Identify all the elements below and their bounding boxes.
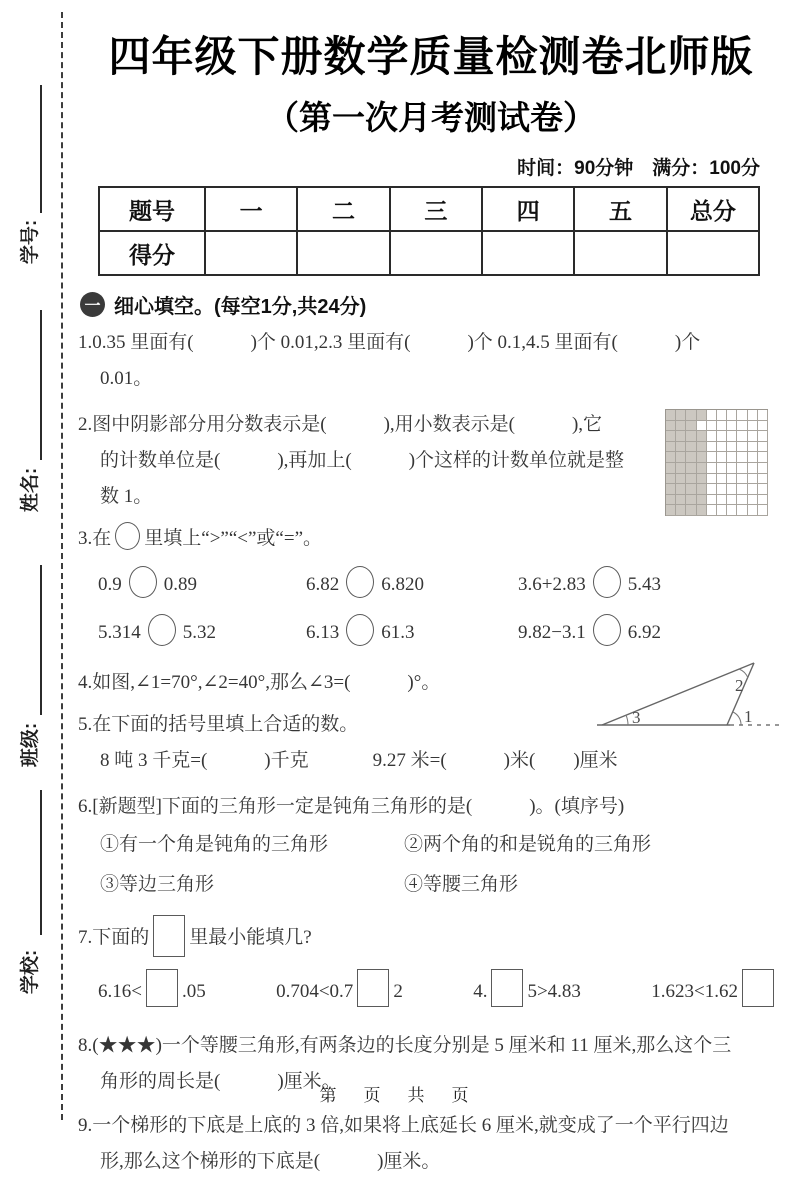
grid-cell — [758, 463, 768, 474]
margin-writing-line-student-id — [40, 85, 42, 213]
grid-cell — [666, 431, 676, 442]
answer-box — [146, 969, 178, 1007]
score-table — [98, 186, 760, 276]
angle-3-label: 3 — [632, 708, 641, 727]
grid-cell — [686, 474, 696, 485]
grid-cell — [676, 431, 686, 442]
score-header-cell: 五 — [574, 187, 666, 231]
grid-cell — [748, 442, 758, 453]
grid-cell — [666, 495, 676, 506]
section-one-header — [80, 290, 784, 319]
grid-cell — [666, 442, 676, 453]
score-table-score-row — [99, 231, 759, 275]
question-8-line-2: 角形的周长是( )厘米。 — [100, 1071, 341, 1092]
question-7-item: 1.623<1.62 — [651, 969, 778, 1014]
grid-cell — [748, 421, 758, 432]
grid-cell — [737, 474, 747, 485]
comparison-circle — [129, 566, 157, 598]
grid-cell — [727, 484, 737, 495]
answer-box — [153, 915, 185, 957]
question-7-item: 0.704<0.7 2 — [276, 969, 403, 1014]
grid-cell — [707, 484, 717, 495]
score-header-cell: 总分 — [667, 187, 759, 231]
question-8-line-1: 8.(★★★)一个等腰三角形,有两条边的长度分别是 5 厘米和 11 厘米,那么这个三 — [78, 1035, 732, 1056]
grid-cell — [737, 484, 747, 495]
grid-cell — [748, 474, 758, 485]
grid-cell — [758, 431, 768, 442]
grid-cell — [666, 474, 676, 485]
score-header-cell: 一 — [205, 187, 297, 231]
section-one-title: 细心填空。(每空1分,共24分) — [114, 296, 367, 318]
grid-cell — [727, 463, 737, 474]
grid-cell — [727, 452, 737, 463]
question-2 — [78, 407, 784, 515]
comparison-item: 3.6+2.83 5.43 — [518, 565, 784, 605]
margin-dashed-separator — [61, 12, 63, 1120]
grid-cell — [758, 474, 768, 485]
grid-cell — [758, 452, 768, 463]
grid-cell — [707, 431, 717, 442]
score-header-cell: 四 — [482, 187, 574, 231]
grid-cell — [666, 410, 676, 421]
score-cell-empty — [574, 231, 666, 275]
page-subtitle: （第一次月考测试卷） — [266, 99, 596, 136]
margin-writing-line-class — [40, 565, 42, 715]
grid-cell — [717, 410, 727, 421]
grid-cell — [707, 505, 717, 516]
grid-cell — [758, 410, 768, 421]
grid-cell — [707, 421, 717, 432]
comparison-circle — [346, 566, 374, 598]
grid-cell — [737, 495, 747, 506]
comparison-item: 6.82 6.820 — [306, 565, 518, 605]
question-2-line-1: 2.图中阴影部分用分数表示是( ),用小数表示是( ),它 — [78, 414, 603, 435]
grid-cell — [748, 484, 758, 495]
question-6-option-4: ④等腰三角形 — [404, 874, 519, 895]
comparison-item: 9.82−3.1 6.92 — [518, 613, 784, 653]
angle-2-label: 2 — [735, 676, 744, 695]
question-7 — [78, 915, 784, 1014]
grid-cell — [676, 421, 686, 432]
grid-cell — [697, 442, 707, 453]
question-3 — [78, 521, 784, 653]
grid-cell — [748, 431, 758, 442]
grid-cell — [748, 463, 758, 474]
grid-cell — [717, 452, 727, 463]
grid-cell — [686, 421, 696, 432]
grid-cell — [707, 442, 717, 453]
comparison-item: 0.9 0.89 — [98, 565, 306, 605]
question-5-line-1: 5.在下面的括号里填上合适的数。 — [78, 714, 359, 735]
margin-label-student-id: 学号: — [20, 219, 41, 265]
grid-cell — [717, 431, 727, 442]
grid-cell — [676, 452, 686, 463]
comparison-grid — [78, 565, 784, 653]
comparison-item: 6.13 61.3 — [306, 613, 518, 653]
angle-1-label: 1 — [744, 707, 753, 726]
question-9-line-2: 形,那么这个梯形的下底是( )厘米。 — [100, 1151, 441, 1172]
grid-cell — [686, 495, 696, 506]
grid-cell — [697, 505, 707, 516]
grid-cell — [676, 505, 686, 516]
blank-circle — [115, 522, 140, 550]
answer-box — [357, 969, 389, 1007]
section-one-badge: 一 — [80, 292, 105, 317]
question-7-items — [78, 969, 784, 1014]
triangle-figure — [594, 657, 784, 735]
score-cell-empty — [205, 231, 297, 275]
grid-cell — [748, 505, 758, 516]
question-9-line-1: 9.一个梯形的下底是上底的 3 倍,如果将上底延长 6 厘米,就变成了一个平行四边 — [78, 1115, 729, 1136]
grid-cell — [737, 442, 747, 453]
score-cell-empty — [390, 231, 482, 275]
question-4-5-block — [78, 665, 784, 779]
grid-cell — [697, 474, 707, 485]
grid-cell — [686, 431, 696, 442]
grid-cell — [717, 495, 727, 506]
score-header-cell: 三 — [390, 187, 482, 231]
grid-cell — [686, 452, 696, 463]
answer-box — [491, 969, 523, 1007]
comparison-circle — [346, 614, 374, 646]
grid-cell — [737, 421, 747, 432]
page-footer: 第 页 共 页 — [319, 1086, 474, 1105]
grid-cell — [697, 484, 707, 495]
grid-cell — [758, 495, 768, 506]
margin-label-school: 学校: — [20, 949, 41, 995]
grid-cell — [737, 431, 747, 442]
grid-cell — [758, 421, 768, 432]
question-6 — [78, 789, 784, 903]
grid-cell — [666, 452, 676, 463]
score-header-cell: 题号 — [99, 187, 205, 231]
grid-cell — [697, 431, 707, 442]
question-2-line-3: 数 1。 — [100, 486, 153, 507]
margin-writing-line-name — [40, 310, 42, 460]
question-6-option-2: ②两个角的和是锐角的三角形 — [404, 834, 652, 855]
question-6-option-3: ③等边三角形 — [100, 874, 215, 895]
question-6-options — [78, 827, 784, 903]
grid-cell — [697, 421, 707, 432]
comparison-circle — [148, 614, 176, 646]
answer-box — [742, 969, 774, 1007]
question-5-items — [78, 743, 784, 779]
question-7-item: 6.16< .05 — [98, 969, 206, 1014]
question-7-intro: 7.下面的 里最小能填几? — [78, 915, 784, 957]
grid-cell — [676, 463, 686, 474]
question-1-line-2: 0.01。 — [100, 368, 153, 389]
grid-cell — [737, 505, 747, 516]
margin-label-class: 班级: — [20, 722, 41, 768]
question-1 — [78, 325, 784, 397]
question-5-item-2: 9.27 米=( )米( )厘米 — [372, 750, 618, 771]
grid-cell — [748, 410, 758, 421]
question-1-line-1: 1.0.35 里面有( )个 0.01,2.3 里面有( )个 0.1,4.5 里面有( )个 — [78, 332, 701, 353]
comparison-circle — [593, 614, 621, 646]
grid-cell — [737, 410, 747, 421]
grid-cell — [717, 463, 727, 474]
grid-cell — [707, 463, 717, 474]
grid-cell — [697, 495, 707, 506]
question-3-intro: 3.在 里填上“>”“<”或“=”。 — [78, 521, 784, 557]
grid-cell — [676, 410, 686, 421]
question-2-line-2: 的计数单位是( ),再加上( )个这样的计数单位就是整 — [100, 450, 625, 471]
grid-cell — [697, 410, 707, 421]
grid-cell — [717, 484, 727, 495]
question-6-option-1: ①有一个角是钝角的三角形 — [100, 834, 329, 855]
grid-cell — [737, 452, 747, 463]
fraction-grid — [665, 409, 768, 516]
grid-cell — [727, 410, 737, 421]
grid-cell — [758, 505, 768, 516]
grid-cell — [666, 463, 676, 474]
comparison-circle — [593, 566, 621, 598]
grid-cell — [758, 442, 768, 453]
question-6-line-1: 6.[新题型]下面的三角形一定是钝角三角形的是( )。(填序号) — [78, 796, 625, 817]
page-title: 四年级下册数学质量检测卷北师版 — [108, 33, 754, 80]
score-table-header-row — [99, 187, 759, 231]
margin-writing-line-school — [40, 790, 42, 935]
grid-cell — [717, 474, 727, 485]
grid-cell — [727, 431, 737, 442]
grid-cell — [676, 442, 686, 453]
grid-cell — [666, 484, 676, 495]
grid-cell — [707, 452, 717, 463]
question-5-item-1: 8 吨 3 千克=( )千克 — [100, 750, 309, 771]
comparison-item: 5.314 5.32 — [98, 613, 306, 653]
score-cell-empty — [667, 231, 759, 275]
grid-cell — [666, 421, 676, 432]
grid-cell — [737, 463, 747, 474]
grid-cell — [727, 505, 737, 516]
grid-cell — [697, 452, 707, 463]
score-header-cell: 二 — [297, 187, 389, 231]
grid-cell — [707, 495, 717, 506]
time-score-meta: 时间：90分钟 满分：100分 — [517, 158, 760, 179]
question-9 — [78, 1108, 784, 1180]
main-content — [78, 0, 784, 1180]
grid-cell — [676, 484, 686, 495]
grid-cell — [686, 410, 696, 421]
grid-cell — [727, 442, 737, 453]
grid-cell — [707, 410, 717, 421]
score-cell-empty — [482, 231, 574, 275]
grid-cell — [676, 474, 686, 485]
question-7-item: 4. 5>4.83 — [473, 969, 581, 1014]
grid-cell — [707, 474, 717, 485]
grid-cell — [748, 495, 758, 506]
grid-cell — [758, 484, 768, 495]
grid-cell — [748, 452, 758, 463]
grid-cell — [717, 505, 727, 516]
grid-cell — [686, 484, 696, 495]
grid-cell — [686, 505, 696, 516]
grid-cell — [676, 495, 686, 506]
grid-cell — [727, 474, 737, 485]
score-row-label: 得分 — [99, 231, 205, 275]
grid-cell — [686, 463, 696, 474]
question-4-text: 4.如图,∠1=70°,∠2=40°,那么∠3=( )°。 — [78, 672, 441, 693]
grid-cell — [727, 421, 737, 432]
grid-cell — [717, 421, 727, 432]
margin-label-name: 姓名: — [20, 467, 41, 513]
score-cell-empty — [297, 231, 389, 275]
grid-cell — [697, 463, 707, 474]
grid-cell — [666, 505, 676, 516]
grid-cell — [727, 495, 737, 506]
grid-cell — [717, 442, 727, 453]
grid-cell — [686, 442, 696, 453]
